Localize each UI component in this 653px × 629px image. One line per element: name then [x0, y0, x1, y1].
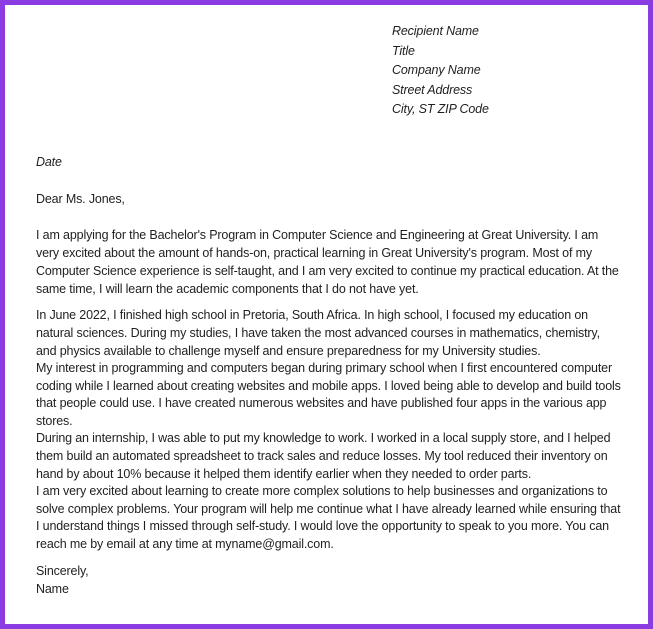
salutation: Dear Ms. Jones, — [36, 191, 125, 206]
recipient-city-state-zip: City, ST ZIP Code — [392, 102, 489, 116]
recipient-address-block — [392, 22, 623, 120]
recipient-name: Recipient Name — [392, 24, 479, 38]
recipient-title: Title — [392, 43, 415, 58]
letter-body — [36, 307, 623, 553]
recipient-street: Street Address — [392, 82, 473, 97]
body-paragraph-education: In June 2022, I finished high school in Pretoria, South Africa. In high school, I focused my education on natural sciences. During my studies, I have taken the most advanced courses in mathematics, chemistry, and physics available to challenge myself and ensure preparedness for my University studies. — [36, 308, 600, 358]
signature-name: Name — [36, 581, 69, 596]
date-placeholder: Date — [36, 154, 62, 169]
letter-content — [5, 5, 648, 598]
body-paragraph-internship: During an internship, I was able to put my knowledge to work. I worked in a local supply store, and I helped them build an automated spreadsheet to track sales and reduce losses. My tool reduced their inventory on hand by about 10% because it helped them identify earlier when they needed to order parts. — [36, 431, 611, 481]
recipient-company: Company Name — [392, 63, 481, 77]
closing-block — [36, 562, 623, 598]
intro-paragraph: I am applying for the Bachelor's Program in Computer Science and Engineering at Great University. I am very excited about the amount of hands-on, practical learning in Great University's program. Most of my Computer Science experience is self-taught, and I am very excited to continue my practical education. At the same time, I will learn the academic components that I do not have yet. — [36, 227, 619, 297]
closing-phrase: Sincerely, — [36, 563, 89, 578]
body-paragraph-motivation-contact: I am very excited about learning to create more complex solutions to help businesses and organizations to solve complex problems. Your program will help me continue what I have already learned while ensuring that I understand things I missed through self-study. I would love the opportunity to speak to you more. You can reach me by email at any time at myname@gmail.com. — [36, 484, 621, 552]
body-paragraph-programming-interest: My interest in programming and computers began during primary school when I first encountered computer coding while I learned about creating websites and mobile apps. I loved being able to develop and build tools that people could use. I have created numerous websites and have published four apps in the various app stores. — [36, 361, 621, 428]
